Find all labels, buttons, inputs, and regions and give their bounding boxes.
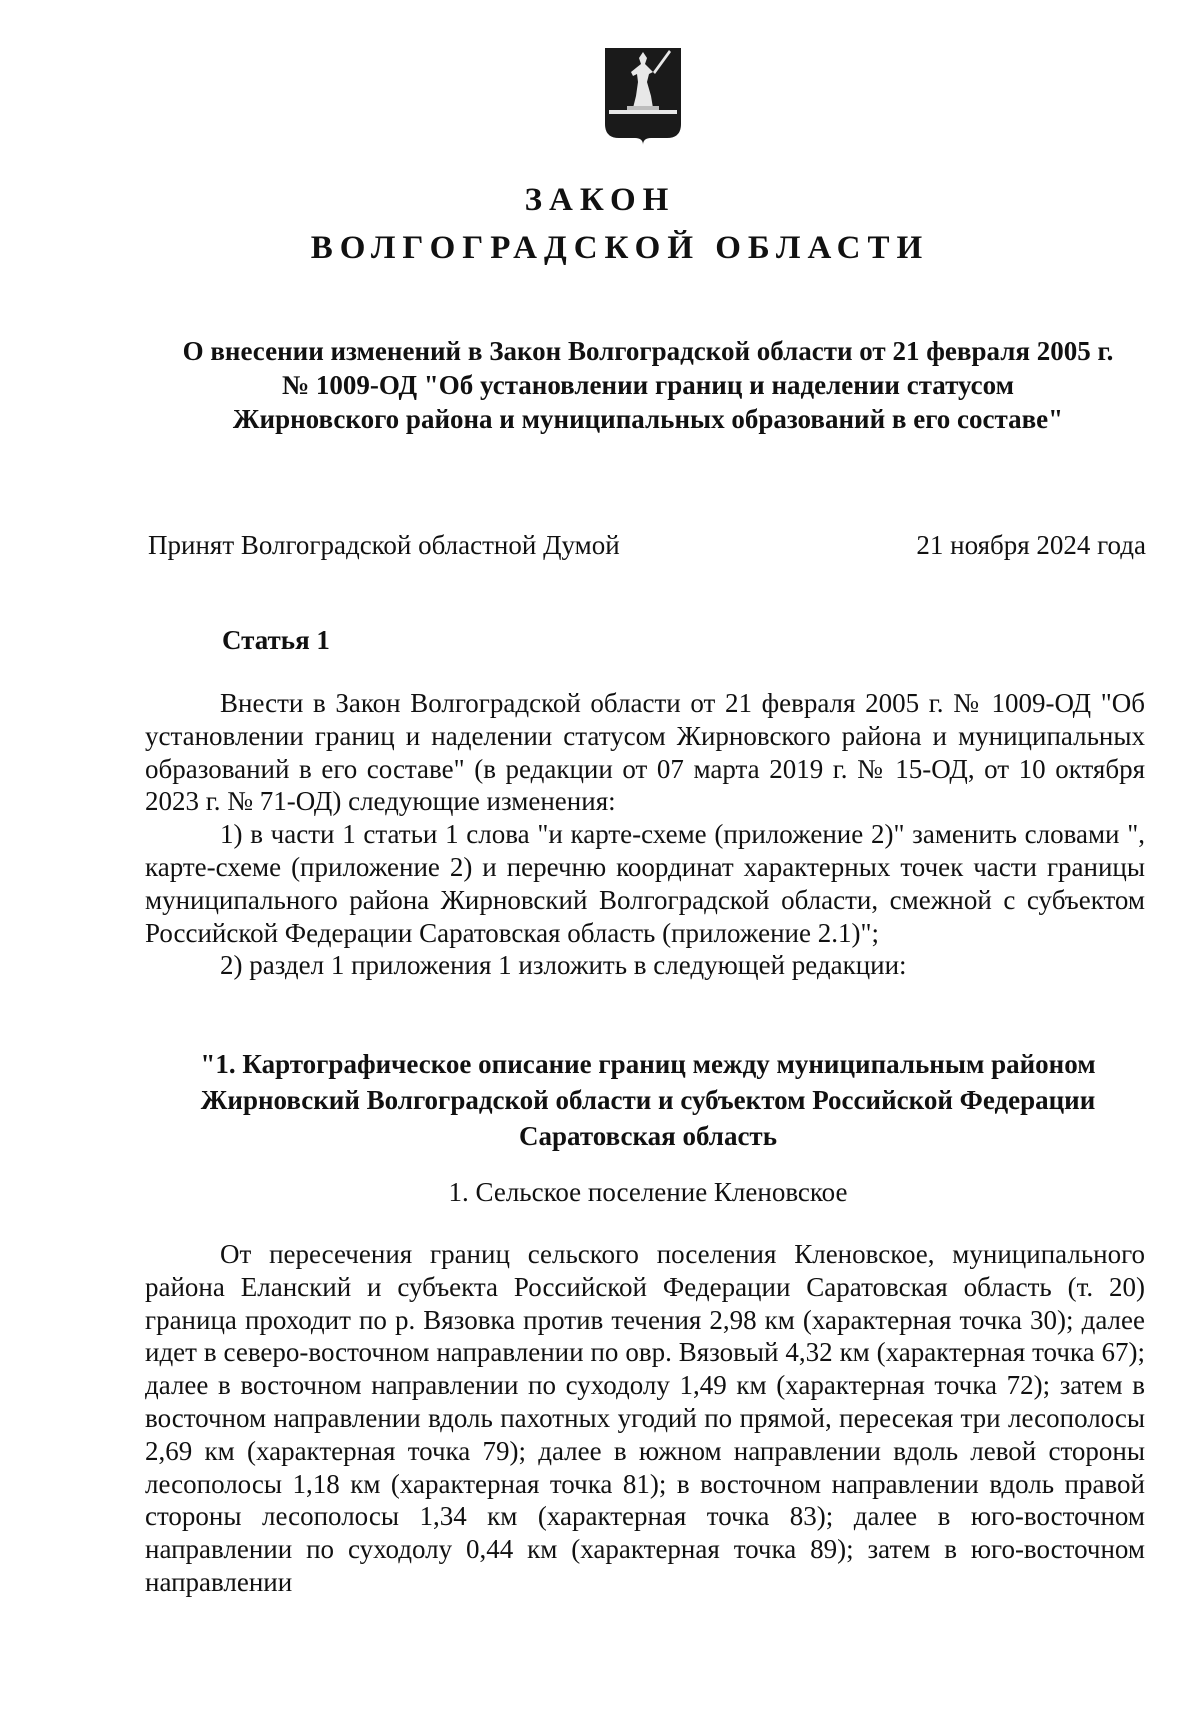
region-title: ВОЛГОГРАДСКОЙ ОБЛАСТИ — [310, 230, 930, 266]
coat-of-arms-icon — [603, 46, 683, 146]
article-item-1: 1) в части 1 статьи 1 слова "и карте-схеме (приложение 2)" заменить словами ", карте-схеме (приложение 2) и перечню координат характерных точек части границы муниципального района Жирновский Волгоградской области, смежной с субъектом Российской Федерации Саратовская область (приложение 2.1)"; — [145, 819, 1145, 948]
article-item-2: 2) раздел 1 приложения 1 изложить в следующей редакции: — [220, 950, 907, 981]
section-heading — [148, 1046, 1148, 1154]
section-heading-line: Жирновский Волгоградской области и субъектом Российской Федерации — [200, 1085, 1096, 1115]
adopted-by: Принят Волгоградской областной Думой — [148, 530, 620, 560]
subject-line: О внесении изменений в Закон Волгоградской области от 21 февраля 2005 г. — [182, 336, 1114, 366]
article-intro: Внести в Закон Волгоградской области от 21 февраля 2005 г. № 1009-ОД "Об установлении границ и наделении статусом Жирновского района и муниципальных образований в его составе" (в редакции от 07 марта 2019 г. № 15-ОД, от 10 октября 2023 г. № 71-ОД) следующие изменения: — [145, 688, 1145, 817]
adoption-line — [148, 528, 1146, 562]
section-heading-line: "1. Картографическое описание границ между муниципальным районом — [200, 1049, 1096, 1079]
section-subheading: 1. Сельское поселение Кленовское — [448, 1177, 848, 1207]
section-heading-line: Саратовская область — [519, 1121, 777, 1151]
boundary-description — [145, 1238, 1145, 1599]
subject-line: Жирновского района и муниципальных образований в его составе" — [232, 404, 1064, 434]
boundary-description-text: От пересечения границ сельского поселения Кленовское, муниципального района Еланский и субъекта Российской Федерации Саратовская область (т. 20) граница проходит по р. Вязовка против течения 2,98 км (характерная точка 30); далее идет в северо-восточном направлении по овр. Вязовый 4,32 км (характерная точка 67); далее в восточном направлении по суходолу 1,49 км (характерная точка 72); затем в восточном направлении вдоль пахотных угодий по прямой, пересекая три лесополосы 2,69 км (характерная точка 79); далее в южном направлении вдоль левой стороны лесополосы 1,18 км (характерная точка 81); в восточном направлении вдоль правой стороны лесополосы 1,34 км (характерная точка 83); далее в юго-восточном направлении по суходолу 0,44 км (характерная точка 89); затем в юго-восточном направлении — [145, 1239, 1145, 1597]
subject-line: № 1009-ОД "Об установлении границ и наделении статусом — [281, 370, 1015, 400]
article-body — [145, 687, 1145, 982]
article-title: Статья 1 — [222, 625, 330, 655]
adoption-date: 21 ноября 2024 года — [916, 530, 1146, 560]
law-subject — [148, 334, 1148, 436]
law-title: ЗАКОН — [524, 182, 676, 218]
